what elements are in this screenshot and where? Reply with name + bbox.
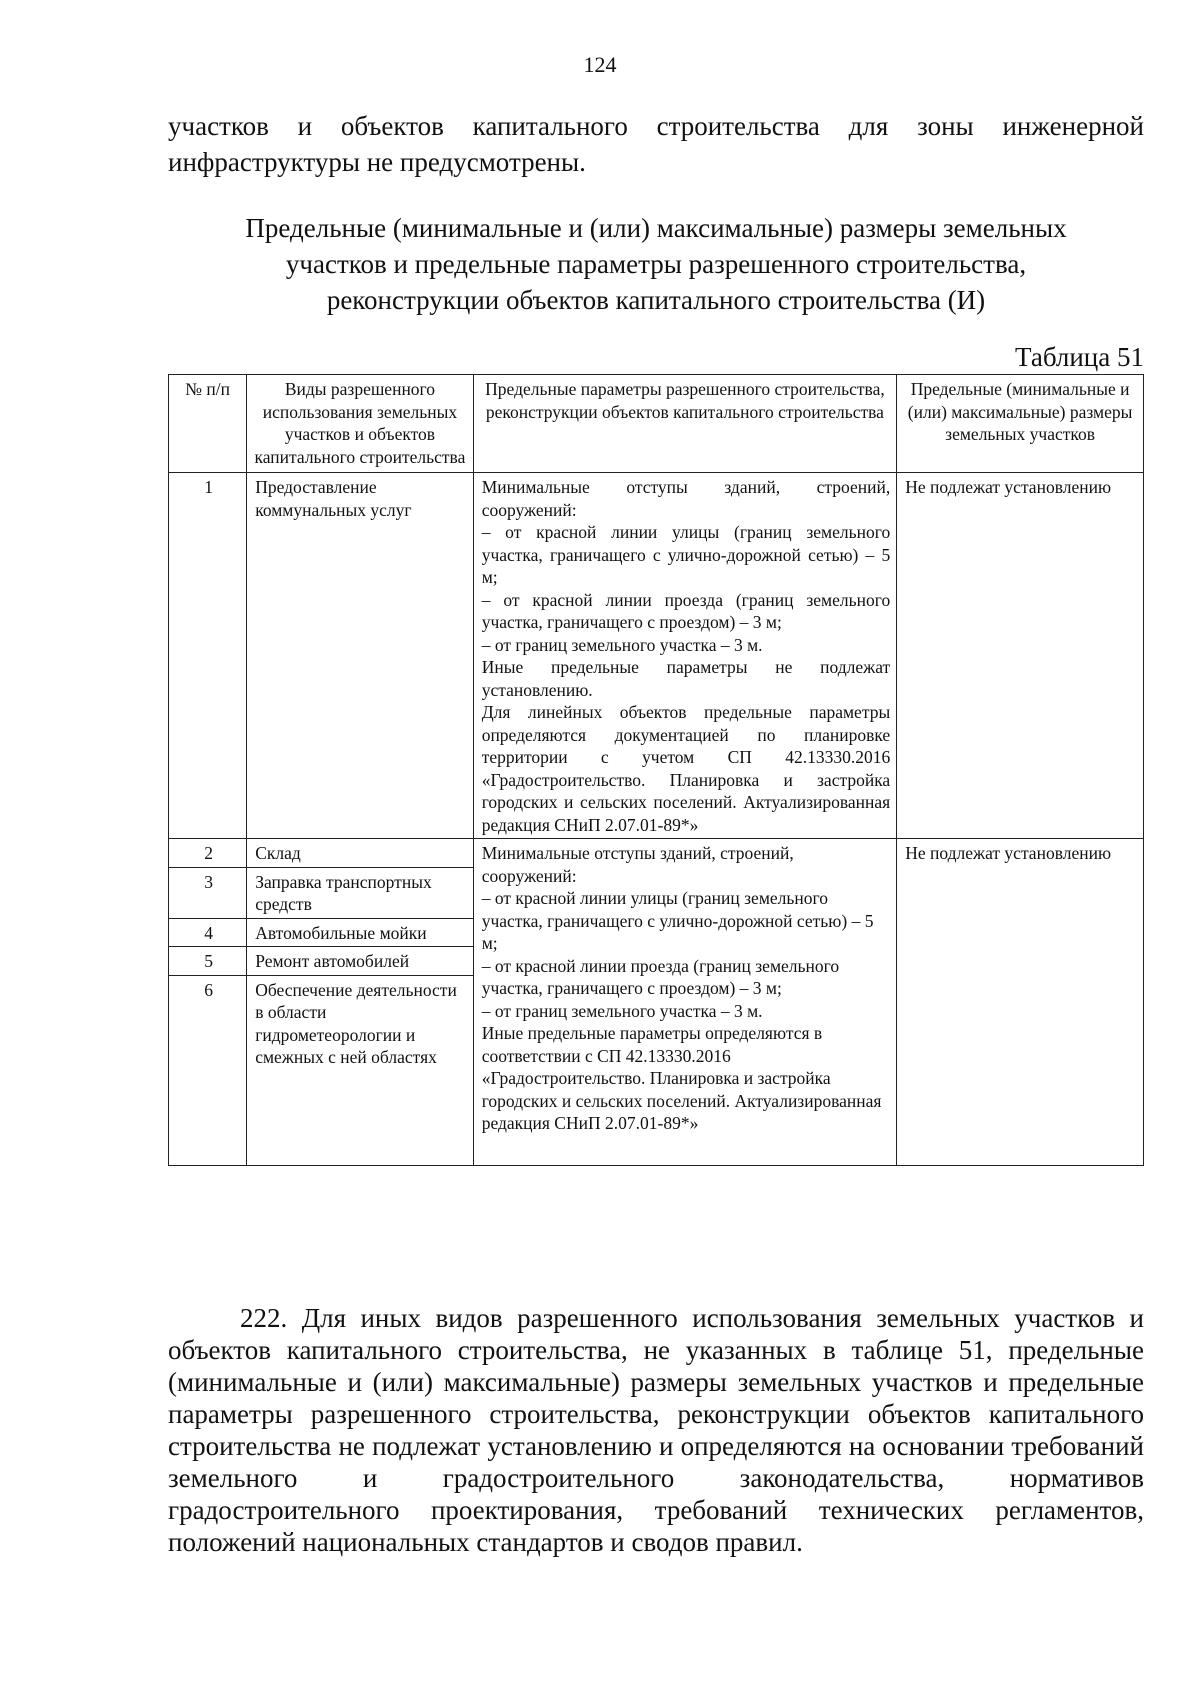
param-line: – от красной линии улицы (границ земельного участка, граничащего с улично-дорожной сетью) – 5 м; xyxy=(481,522,891,587)
page-number: 124 xyxy=(583,52,617,77)
param-line: Иные предельные параметры определяются в соответствии с СП 42.13330.2016 «Градостроительство. Планировка и застройка городских и сельских поселений. Актуализированная редакция СНиП 2.07.01-89*» xyxy=(481,1023,882,1133)
param-line: Минимальные отступы зданий, строений, сооружений: xyxy=(481,843,794,886)
param-line: Для линейных объектов предельные параметры определяются документацией по планировке территории с учетом СП 42.13330.2016 «Градостроительство. Планировка и застройка городских и сельских поселений. Актуализированная редакция СНиП 2.07.01-89*» xyxy=(481,702,891,835)
paragraph-222 xyxy=(168,1302,1144,1558)
table-caption: Таблица 51 xyxy=(1015,342,1144,372)
row-use: Заправка транспортных средств xyxy=(247,867,473,918)
row-use: Автомобильные мойки xyxy=(247,918,473,947)
intro-text: участков и объектов капитального строительства для зоны инженерной инфраструктуры не предусмотрены. xyxy=(168,111,1144,177)
row-num: 1 xyxy=(169,473,247,839)
table-row xyxy=(169,839,1144,868)
limits-table xyxy=(168,374,1144,1166)
row-use: Ремонт автомобилей xyxy=(247,947,473,976)
table-heading xyxy=(168,210,1144,318)
row-use: Склад xyxy=(247,839,473,868)
header-use: Виды разрешенного использования земельных участков и объектов капитального строительства xyxy=(247,375,473,473)
row-use: Предоставление коммунальных услуг xyxy=(247,473,473,839)
row-params xyxy=(473,473,897,839)
row-num: 5 xyxy=(169,947,247,976)
row-use: Обеспечение деятельности в области гидрометеорологии и смежных с ней областях xyxy=(247,975,473,1165)
heading-line-2: участков и предельные параметры разрешенного строительства, xyxy=(285,249,1027,279)
param-line: Минимальные отступы зданий, строений, сооружений: xyxy=(481,477,891,520)
param-line: – от красной линии проезда (границ земельного участка, граничащего с проездом) – 3 м; xyxy=(481,955,840,998)
table-row xyxy=(169,473,1144,839)
paragraph-text: Для иных видов разрешенного использования земельных участков и объектов капитального строительства, не указанных в таблице 51, предельные (минимальные и (или) максимальные) размеры земельных участков и предельные параметры разрешенного строительства, реконструкции объектов капитального строительства не подлежат установлению и определяются на основании требований земельного и градостроительного законодательства, нормативов градостроительного проектирования, требований технических регламентов, положений национальных стандартов и сводов правил. xyxy=(168,1303,1144,1557)
header-sizes: Предельные (минимальные и (или) максимальные) размеры земельных участков xyxy=(897,375,1144,473)
param-line: – от красной линии улицы (границ земельного участка, граничащего с улично-дорожной сетью) – 5 м; xyxy=(481,888,874,953)
table-header-row xyxy=(169,375,1144,473)
param-line: – от красной линии проезда (границ земельного участка, граничащего с проездом) – 3 м; xyxy=(481,589,891,632)
row-num: 6 xyxy=(169,975,247,1165)
paragraph-number: 222. xyxy=(240,1303,288,1333)
heading-line-1: Предельные (минимальные и (или) максимальные) размеры земельных xyxy=(245,213,1067,243)
header-params: Предельные параметры разрешенного строительства, реконструкции объектов капитального строительства xyxy=(473,375,897,473)
row-num: 2 xyxy=(169,839,247,868)
header-num: № п/п xyxy=(169,375,247,473)
param-line: – от границ земельного участка – 3 м. xyxy=(481,1000,763,1021)
param-line: Иные предельные параметры не подлежат установлению. xyxy=(481,657,891,700)
row-sizes: Не подлежат установлению xyxy=(897,473,1144,839)
group-sizes: Не подлежат установлению xyxy=(897,839,1144,1166)
row-num: 4 xyxy=(169,918,247,947)
heading-line-3: реконструкции объектов капитального строительства (И) xyxy=(326,285,986,315)
group-params xyxy=(473,839,897,1166)
param-line: – от границ земельного участка – 3 м. xyxy=(481,634,763,655)
row-num: 3 xyxy=(169,867,247,918)
